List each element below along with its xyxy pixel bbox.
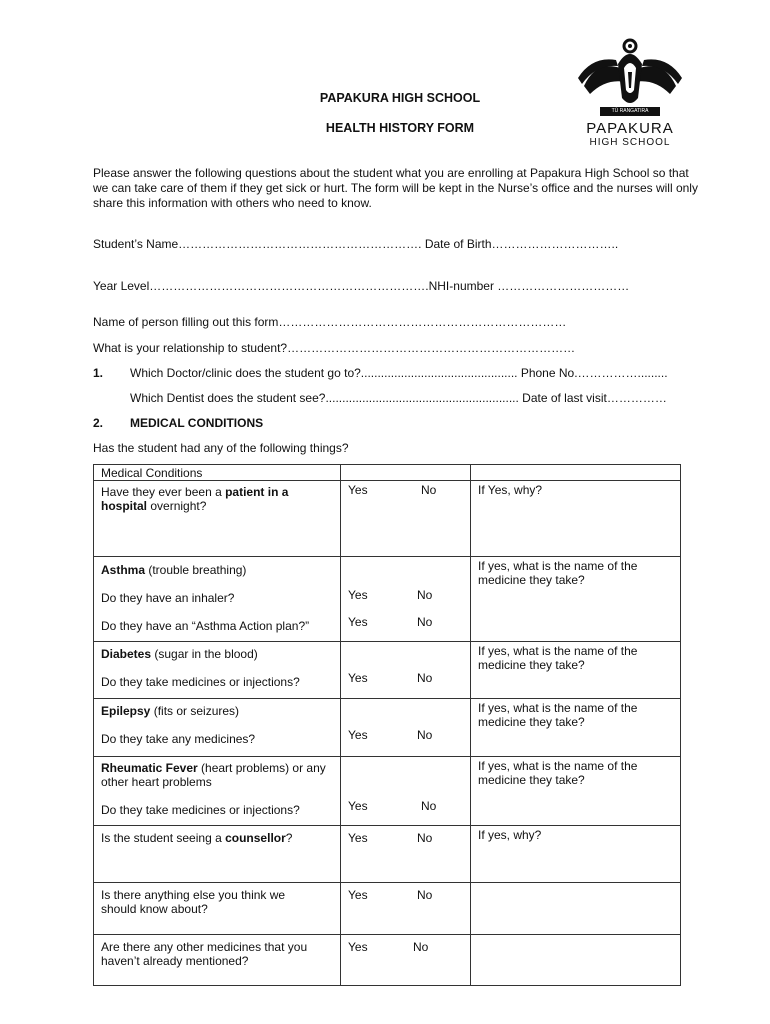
asthma-inhaler-question: Do they have an inhaler? <box>101 591 235 605</box>
other-medicines-no[interactable]: No <box>413 940 429 954</box>
rheumatic-question: Do they take medicines or injections? <box>101 803 300 817</box>
hospital-yes[interactable]: Yes <box>348 483 368 497</box>
medical-conditions-table <box>93 464 681 986</box>
diabetes-yes[interactable]: Yes <box>348 671 368 685</box>
table-row <box>94 557 681 642</box>
other-medicines-yes[interactable]: Yes <box>348 940 368 954</box>
school-title: PAPAKURA HIGH SCHOOL <box>319 91 481 105</box>
asthma-plan-no[interactable]: No <box>417 615 433 629</box>
table-row <box>94 481 681 557</box>
section-1-number: 1. <box>93 366 104 380</box>
section-2-number: 2. <box>93 416 104 430</box>
rheumatic-medicine[interactable]: If yes, what is the name of the medicine they take? <box>478 759 638 787</box>
table-row <box>94 826 681 883</box>
medical-conditions-heading: MEDICAL CONDITIONS <box>130 416 264 430</box>
hospital-question: Have they ever been a patient in a hospital overnight? <box>101 485 289 513</box>
other-medicines-question: Are there any other medicines that you haven’t already mentioned? <box>101 940 308 968</box>
epilepsy-yes[interactable]: Yes <box>348 728 368 742</box>
anything-else-question: Is there anything else you think we should know about? <box>101 888 286 916</box>
asthma-inhaler-yes[interactable]: Yes <box>348 588 368 602</box>
hospital-why[interactable]: If Yes, why? <box>478 483 543 497</box>
logo-name: PAPAKURA <box>586 120 674 137</box>
section-2-question: Has the student had any of the following things? <box>93 441 349 455</box>
counsellor-why[interactable]: If yes, why? <box>478 828 542 842</box>
table-row <box>94 642 681 699</box>
form-title: HEALTH HISTORY FORM <box>325 121 475 135</box>
asthma-plan-yes[interactable]: Yes <box>348 615 368 629</box>
year-level-field[interactable]: Year Level…………………………………………………………….NHI-number …………………………… <box>93 279 630 293</box>
epilepsy-question: Do they take any medicines? <box>101 732 256 746</box>
dentist-row <box>93 391 667 405</box>
student-name-field[interactable]: Student’s Name……………………………………………………. Date of Birth………………………….. <box>93 237 619 251</box>
asthma-inhaler-no[interactable]: No <box>417 588 433 602</box>
intro-paragraph: Please answer the following questions about the student what you are enrolling at Papakura High School so that we can take care of them if they get sick or hurt. The form will be kept in the Nurse’s office and the nurses will only share this information with others who need to know. <box>93 166 698 210</box>
anything-else-no[interactable]: No <box>417 888 433 902</box>
counsellor-yes[interactable]: Yes <box>348 831 368 845</box>
counsellor-question: Is the student seeing a counsellor? <box>101 831 293 845</box>
hospital-no[interactable]: No <box>421 483 437 497</box>
relationship-field[interactable]: What is your relationship to student?……………………………………………………………… <box>93 341 576 355</box>
asthma-label: Asthma (trouble breathing) <box>101 563 247 577</box>
dentist-field[interactable]: Which Dentist does the student see?.......................................................... Date of last visit…………… <box>130 391 667 405</box>
anything-else-notes[interactable] <box>471 883 681 935</box>
doctor-field[interactable]: Which Doctor/clinic does the student go to?............................................... Phone No.……………......... <box>130 366 668 380</box>
anything-else-yes[interactable]: Yes <box>348 888 368 902</box>
school-crest-icon <box>576 38 684 118</box>
logo-banner-text: TŪ RANGATIRA <box>611 108 649 114</box>
table-row <box>94 883 681 935</box>
logo-subtitle: HIGH SCHOOL <box>589 137 671 148</box>
diabetes-question: Do they take medicines or injections? <box>101 675 300 689</box>
table-header-row <box>94 465 681 481</box>
doctor-row <box>93 366 668 380</box>
table-header: Medical Conditions <box>101 466 203 480</box>
table-row <box>94 699 681 757</box>
table-row <box>94 935 681 986</box>
section-2-heading <box>93 416 263 430</box>
rheumatic-no[interactable]: No <box>421 799 437 813</box>
epilepsy-no[interactable]: No <box>417 728 433 742</box>
diabetes-medicine[interactable]: If yes, what is the name of the medicine they take? <box>478 644 638 672</box>
rheumatic-label: Rheumatic Fever (heart problems) or any other heart problems <box>101 761 326 789</box>
diabetes-no[interactable]: No <box>417 671 433 685</box>
filled-by-field[interactable]: Name of person filling out this form……………………………………………………………… <box>93 315 567 329</box>
asthma-medicine[interactable]: If yes, what is the name of the medicine they take? <box>478 559 638 587</box>
rheumatic-yes[interactable]: Yes <box>348 799 368 813</box>
epilepsy-label: Epilepsy (fits or seizures) <box>101 704 240 718</box>
table-row <box>94 757 681 826</box>
counsellor-no[interactable]: No <box>417 831 433 845</box>
asthma-plan-question: Do they have an “Asthma Action plan?” <box>101 619 310 633</box>
epilepsy-medicine[interactable]: If yes, what is the name of the medicine they take? <box>478 701 638 729</box>
other-medicines-notes[interactable] <box>471 935 681 986</box>
diabetes-label: Diabetes (sugar in the blood) <box>101 647 258 661</box>
